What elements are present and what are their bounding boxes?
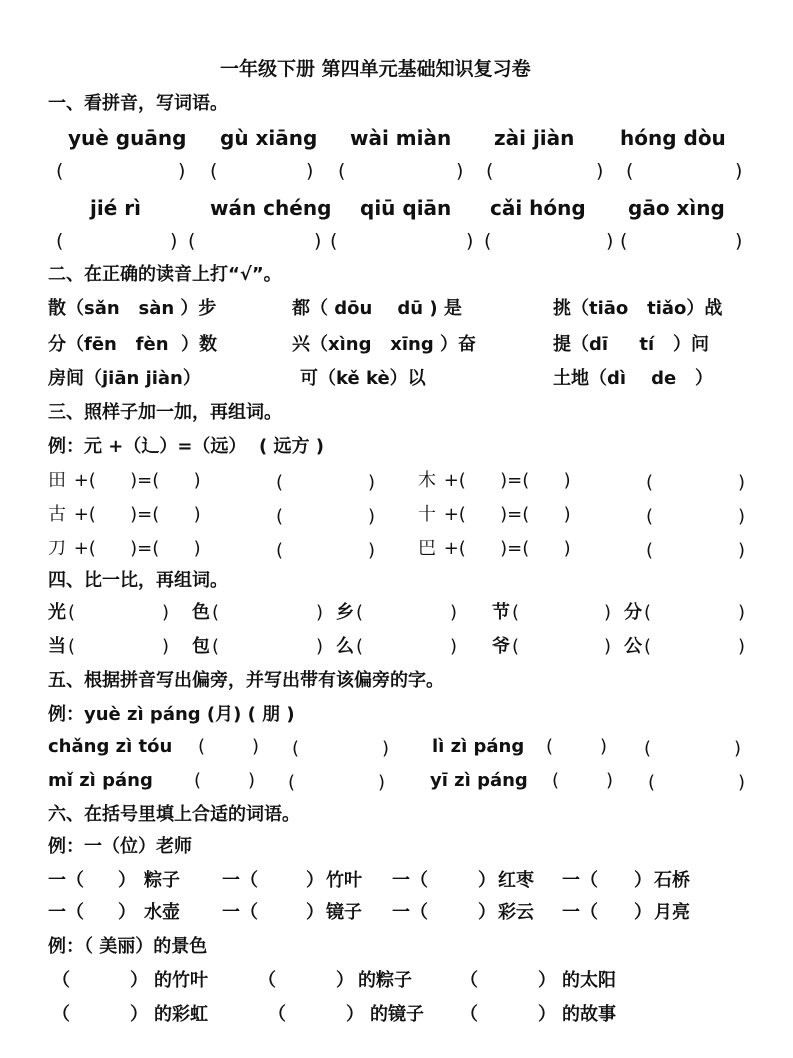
char-blank-open[interactable]: (: [288, 772, 296, 793]
compare-char: 么: [336, 636, 354, 657]
word-blank-open[interactable]: (: [276, 540, 284, 561]
blank-close: ): [162, 602, 170, 623]
blank-open[interactable]: (: [212, 602, 220, 623]
pinyin-label: yuè guāng: [68, 126, 187, 150]
compare-char: 乡: [336, 602, 354, 623]
radical-pinyin: lì zì páng: [432, 736, 525, 757]
radical-pinyin: chǎng zì tóu: [48, 736, 173, 757]
section-4-heading: 四、比一比，再组词。: [48, 570, 228, 591]
blank-close: ): [316, 636, 324, 657]
blank-close: ）: [478, 902, 496, 923]
blank-open[interactable]: (: [68, 636, 76, 657]
pinyin-label: jié rì: [90, 196, 141, 220]
char-blank-close: ): [734, 738, 742, 759]
pronunciation-choice[interactable]: 挑（tiāo tiǎo）战: [553, 298, 723, 319]
blank-open[interactable]: (: [644, 636, 652, 657]
answer-blank-open[interactable]: (: [338, 160, 346, 182]
word-blank-close: ): [368, 472, 376, 493]
blank-close: ）: [346, 1004, 364, 1025]
word-blank-close: ): [368, 506, 376, 527]
blank-open[interactable]: (: [212, 636, 220, 657]
blank-open[interactable]: (: [512, 636, 520, 657]
pinyin-label: gù xiāng: [220, 126, 318, 150]
measure-word-blank[interactable]: 一（: [222, 902, 258, 923]
page-title: 一年级下册 第四单元基础知识复习卷: [220, 58, 531, 80]
answer-blank-close: ): [735, 160, 743, 182]
answer-blank-open[interactable]: (: [188, 230, 196, 252]
char-blank-close: ): [738, 772, 746, 793]
blank-close: ）: [118, 902, 136, 923]
blank-close: ）: [478, 870, 496, 891]
section-6-heading: 六、在括号里填上合适的词语。: [48, 804, 300, 825]
noun-phrase: 的镜子: [370, 1004, 424, 1025]
measure-word-blank[interactable]: 一（: [562, 870, 598, 891]
blank-open[interactable]: (: [512, 602, 520, 623]
answer-blank-open[interactable]: (: [484, 230, 492, 252]
measure-word-blank[interactable]: 一（: [392, 902, 428, 923]
radical-pinyin: yī zì páng: [430, 770, 528, 791]
pinyin-label: wán chéng: [210, 196, 332, 220]
section-3-heading: 三、照样子加一加，再组词。: [48, 402, 282, 423]
compare-char: 色: [192, 602, 210, 623]
char-blank-close: ): [378, 772, 386, 793]
noun-phrase: 的粽子: [358, 970, 412, 991]
formula-blanks[interactable]: +( )=( ): [68, 470, 201, 491]
compare-char: 当: [48, 636, 66, 657]
blank-open[interactable]: (: [68, 602, 76, 623]
char-blank-open[interactable]: (: [648, 772, 656, 793]
blank-open[interactable]: (: [356, 636, 364, 657]
blank-close: ): [316, 602, 324, 623]
blank-close: ）: [118, 870, 136, 891]
blank-open[interactable]: (: [356, 602, 364, 623]
compare-char: 光: [48, 602, 66, 623]
radical-blank-open[interactable]: (: [546, 736, 554, 757]
word-blank-close: ): [738, 540, 746, 561]
pinyin-label: cǎi hóng: [490, 196, 586, 220]
answer-blank-close: ): [606, 230, 614, 252]
noun-label: 粽子: [144, 870, 180, 891]
answer-blank-open[interactable]: (: [620, 230, 628, 252]
answer-blank-close: ): [596, 160, 604, 182]
section-5-heading: 五、根据拼音写出偏旁，并写出带有该偏旁的字。: [48, 670, 444, 691]
blank-close: ): [162, 636, 170, 657]
answer-blank-close: ): [178, 160, 186, 182]
base-char: 十: [418, 504, 436, 525]
formula-blanks[interactable]: +( )=( ): [68, 504, 201, 525]
answer-blank-open[interactable]: (: [486, 160, 494, 182]
base-char: 刀: [48, 538, 66, 559]
pinyin-label: gāo xìng: [628, 196, 725, 220]
answer-blank-close: ): [735, 230, 743, 252]
radical-blank-close: ): [248, 770, 256, 791]
char-blank-open[interactable]: (: [644, 738, 652, 759]
pinyin-label: qiū qiān: [360, 196, 452, 220]
compare-char: 分: [624, 602, 642, 623]
noun-phrase: 的故事: [562, 1004, 616, 1025]
base-char: 古: [48, 504, 66, 525]
radical-blank-open[interactable]: (: [552, 770, 560, 791]
formula-blanks[interactable]: +( )=( ): [68, 538, 201, 559]
word-blank-close: ): [738, 472, 746, 493]
section-2-heading: 二、在正确的读音上打“√”。: [48, 264, 282, 285]
adjective-blank-open[interactable]: （: [52, 1004, 70, 1025]
compare-char: 爷: [492, 636, 510, 657]
blank-close: ): [604, 636, 612, 657]
pinyin-label: zài jiàn: [494, 126, 575, 150]
section-6-example-2: 例：（ 美丽）的景色: [48, 936, 208, 957]
radical-blank-close: ): [606, 770, 614, 791]
radical-blank-close: ): [600, 736, 608, 757]
answer-blank-close: ): [306, 160, 314, 182]
noun-label: 竹叶: [326, 870, 362, 891]
adjective-blank-open[interactable]: （: [460, 1004, 478, 1025]
formula-blanks[interactable]: +( )=( ): [438, 538, 571, 559]
blank-close: ): [604, 602, 612, 623]
radical-blank-close: ): [252, 736, 260, 757]
radical-blank-open[interactable]: (: [198, 736, 206, 757]
compare-char: 包: [192, 636, 210, 657]
formula-blanks[interactable]: +( )=( ): [438, 470, 571, 491]
pronunciation-choice[interactable]: 提（dī tí ）问: [553, 334, 709, 355]
answer-blank-close: ): [456, 160, 464, 182]
answer-blank-open[interactable]: (: [330, 230, 338, 252]
measure-word-blank[interactable]: 一（: [562, 902, 598, 923]
noun-label: 镜子: [326, 902, 362, 923]
blank-close: ）: [634, 870, 652, 891]
pronunciation-choice[interactable]: 兴（xìng xīng ）奋: [292, 334, 477, 355]
formula-blanks[interactable]: +( )=( ): [438, 504, 571, 525]
pronunciation-choice[interactable]: 可（kě kè）以: [300, 368, 426, 389]
pinyin-label: wài miàn: [350, 126, 452, 150]
word-blank-close: ): [368, 540, 376, 561]
blank-close: ）: [538, 1004, 556, 1025]
char-blank-close: ): [382, 738, 390, 759]
word-blank-open[interactable]: (: [276, 506, 284, 527]
blank-close: ）: [306, 870, 324, 891]
pronunciation-choice[interactable]: 散（sǎn sàn ）步: [48, 298, 217, 319]
pinyin-label: hóng dòu: [620, 126, 726, 150]
blank-close: ）: [306, 902, 324, 923]
blank-close: ): [450, 636, 458, 657]
pronunciation-choice[interactable]: 房间（jiān jiàn）: [48, 368, 201, 389]
radical-pinyin: mǐ zì páng: [48, 770, 153, 791]
answer-blank-close: ): [170, 230, 178, 252]
noun-phrase: 的竹叶: [154, 970, 208, 991]
word-blank-open[interactable]: (: [646, 472, 654, 493]
word-blank-open[interactable]: (: [276, 472, 284, 493]
answer-blank-open[interactable]: (: [210, 160, 218, 182]
section-1-heading: 一、看拼音，写词语。: [48, 93, 228, 114]
compare-char: 公: [624, 636, 642, 657]
noun-label: 水壶: [144, 902, 180, 923]
blank-close: ）: [538, 970, 556, 991]
blank-close: ): [738, 602, 746, 623]
blank-close: ): [450, 602, 458, 623]
blank-close: ）: [130, 970, 148, 991]
compare-char: 节: [492, 602, 510, 623]
adjective-blank-open[interactable]: （: [52, 970, 70, 991]
base-char: 木: [418, 470, 436, 491]
base-char: 田: [48, 470, 66, 491]
pronunciation-choice[interactable]: 都（ dōu dū ) 是: [292, 298, 462, 319]
noun-label: 月亮: [654, 902, 690, 923]
pronunciation-choice[interactable]: 分（fēn fèn ）数: [48, 334, 218, 355]
measure-word-blank[interactable]: 一（: [392, 870, 428, 891]
noun-label: 彩云: [498, 902, 534, 923]
blank-close: ）: [336, 970, 354, 991]
section-6-example-1: 例：一（位）老师: [48, 836, 192, 857]
answer-blank-close: ): [466, 230, 474, 252]
measure-word-blank[interactable]: 一（: [222, 870, 258, 891]
measure-word-blank[interactable]: 一（: [48, 902, 84, 923]
char-blank-open[interactable]: (: [292, 738, 300, 759]
answer-blank-open[interactable]: (: [626, 160, 634, 182]
answer-blank-open[interactable]: (: [56, 160, 64, 182]
word-blank-open[interactable]: (: [646, 540, 654, 561]
answer-blank-close: ): [314, 230, 322, 252]
word-blank-open[interactable]: (: [646, 506, 654, 527]
base-char: 巴: [418, 538, 436, 559]
noun-phrase: 的太阳: [562, 970, 616, 991]
noun-phrase: 的彩虹: [154, 1004, 208, 1025]
blank-close: ）: [634, 902, 652, 923]
word-blank-close: ): [738, 506, 746, 527]
blank-open[interactable]: (: [644, 602, 652, 623]
adjective-blank-open[interactable]: （: [258, 970, 276, 991]
radical-blank-open[interactable]: (: [194, 770, 202, 791]
adjective-blank-open[interactable]: （: [268, 1004, 286, 1025]
noun-label: 红枣: [498, 870, 534, 891]
blank-close: ）: [130, 1004, 148, 1025]
section-5-example: 例：yuè zì páng (月) ( 朋 ): [48, 704, 295, 725]
section-3-example: 例：元 +（辶）=（远） ( 远方 ): [48, 436, 324, 457]
adjective-blank-open[interactable]: （: [460, 970, 478, 991]
pronunciation-choice[interactable]: 土地（dì de ）: [553, 368, 714, 389]
answer-blank-open[interactable]: (: [56, 230, 64, 252]
measure-word-blank[interactable]: 一（: [48, 870, 84, 891]
noun-label: 石桥: [654, 870, 690, 891]
blank-close: ): [738, 636, 746, 657]
